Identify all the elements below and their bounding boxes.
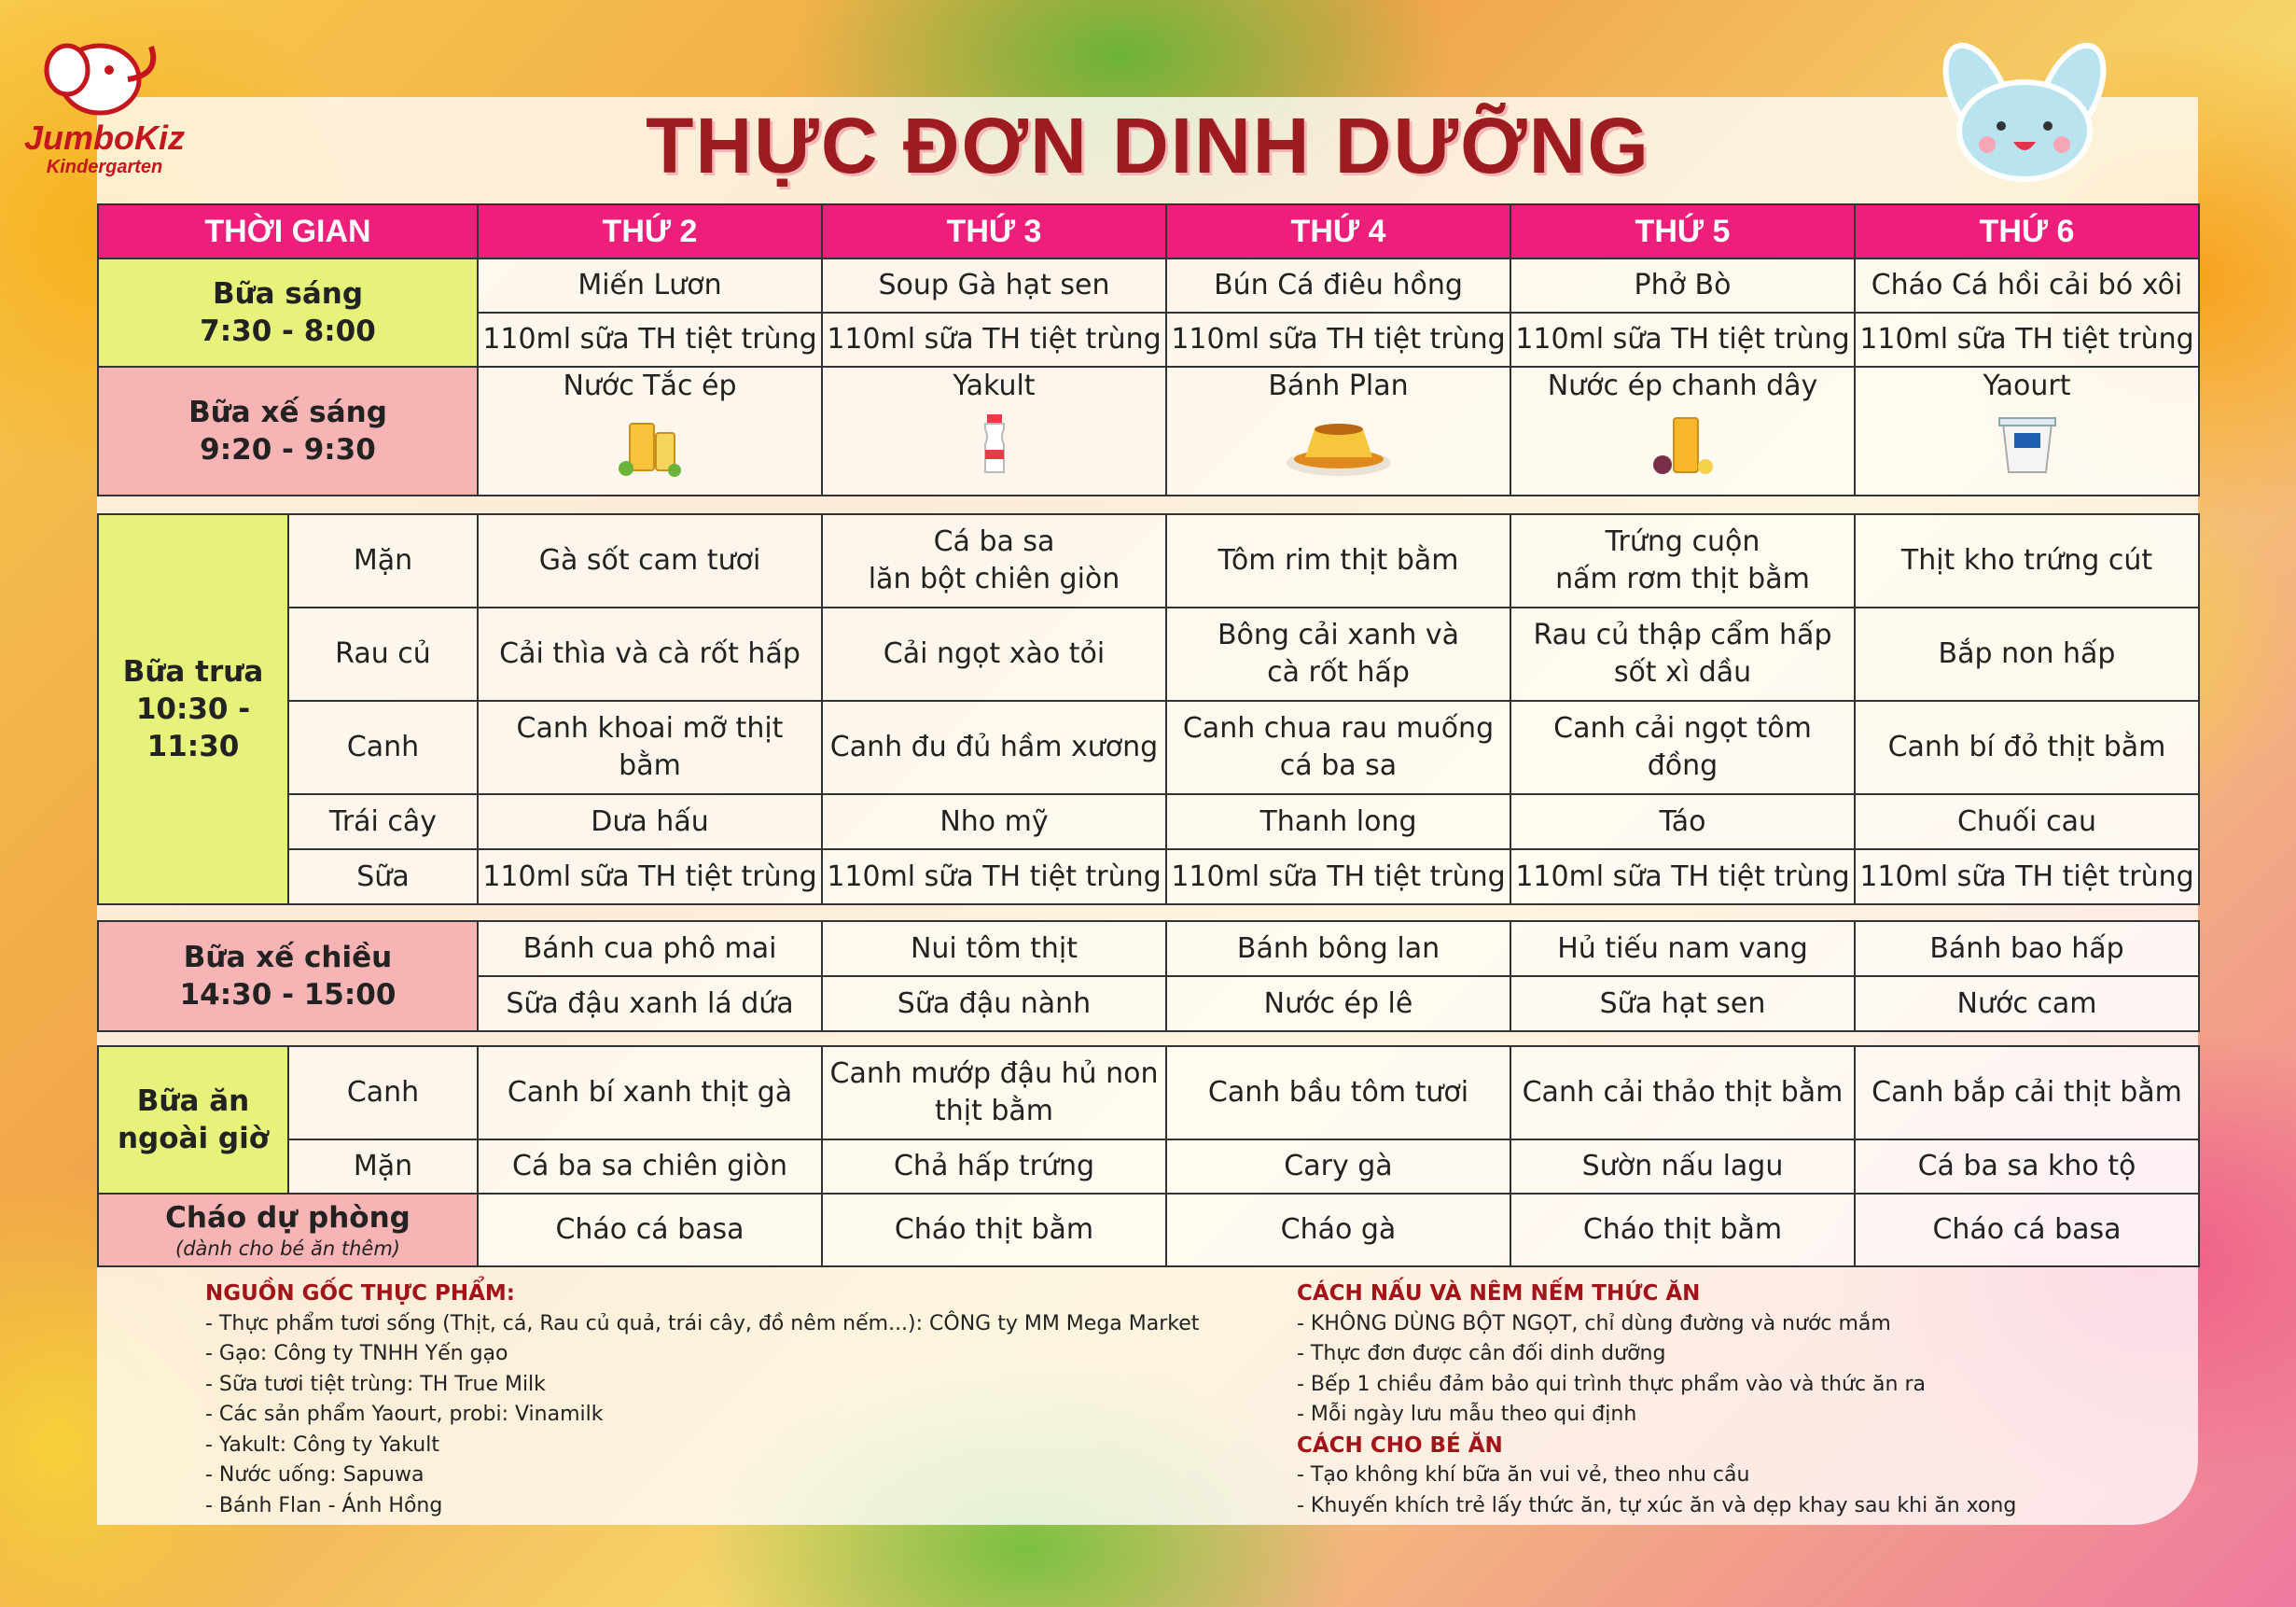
menu-cell: Sườn nấu lagu xyxy=(1510,1139,1855,1194)
morning-snack-name: Bữa xế sáng xyxy=(188,396,387,429)
notes-heading: NGUỒN GỐC THỰC PHẨM: xyxy=(205,1281,515,1306)
snack-name: Yakult xyxy=(953,370,1036,402)
notes-line: - Gạo: Công ty TNHH Yến gạo xyxy=(205,1342,508,1365)
header-day: THỨ 4 xyxy=(1166,204,1510,259)
morning-snack-time: 9:20 - 9:30 xyxy=(200,433,376,467)
menu-line: sốt xì dầu xyxy=(1613,656,1752,689)
notes-heading: CÁCH NẤU VÀ NÊM NẾM THỨC ĂN xyxy=(1297,1281,1701,1306)
menu-cell: Gà sốt cam tươi xyxy=(478,514,822,608)
lunch-label xyxy=(98,514,288,904)
afternoon-snack-label xyxy=(98,921,478,1031)
menu-cell: Cary gà xyxy=(1166,1139,1510,1194)
morning-snack-row xyxy=(98,367,2199,496)
lunch-row-sua xyxy=(98,849,2199,904)
menu-cell: Thịt kho trứng cút xyxy=(1855,514,2199,608)
menu-cell: Cải thìa và cà rốt hấp xyxy=(478,608,822,701)
menu-cell xyxy=(822,1046,1166,1139)
menu-cell: Cá ba sa kho tộ xyxy=(1855,1139,2199,1194)
menu-line: Bông cải xanh và xyxy=(1217,619,1460,651)
menu-cell: Bánh cua phô mai xyxy=(478,921,822,976)
porridge-row xyxy=(98,1194,2199,1266)
menu-cell: Sữa hạt sen xyxy=(1510,976,1855,1031)
menu-line: Cá ba sa xyxy=(933,525,1055,558)
menu-cell: 110ml sữa TH tiệt trùng xyxy=(1855,313,2199,367)
menu-cell xyxy=(1166,608,1510,701)
afternoon-row-1 xyxy=(98,921,2199,976)
row-label: Sữa xyxy=(288,849,478,904)
menu-cell: 110ml sữa TH tiệt trùng xyxy=(1510,313,1855,367)
menu-line: Canh mướp đậu hủ non xyxy=(829,1057,1159,1090)
notes-line: - Bếp 1 chiều đảm bảo qui trình thực phẩm vào và thức ăn ra xyxy=(1297,1372,1926,1396)
menu-line: Trứng cuộn xyxy=(1605,525,1760,558)
menu-cell: 110ml sữa TH tiệt trùng xyxy=(478,849,822,904)
juice-glass-icon xyxy=(613,411,688,478)
menu-cell: Miến Lươn xyxy=(478,259,822,313)
menu-cell: Sữa đậu nành xyxy=(822,976,1166,1031)
yogurt-cup-icon xyxy=(1990,411,2065,478)
menu-cell: Canh cải ngọt tôm đồng xyxy=(1510,701,1855,794)
menu-cell xyxy=(1855,367,2199,496)
menu-cell: Dưa hấu xyxy=(478,794,822,849)
food-source-notes xyxy=(205,1279,1231,1521)
notes-line: - Thực đơn được cân đối dinh dưỡng xyxy=(1297,1342,1666,1365)
menu-cell: Bắp non hấp xyxy=(1855,608,2199,701)
menu-cell: Cháo thịt bằm xyxy=(822,1194,1166,1266)
header-time: THỜI GIAN xyxy=(98,204,478,259)
notes-line: - Yakult: Công ty Yakult xyxy=(205,1432,439,1457)
afternoon-snack-name: Bữa xế chiều xyxy=(183,941,393,974)
menu-cell: Cải ngọt xào tỏi xyxy=(822,608,1166,701)
menu-cell: Thanh long xyxy=(1166,794,1510,849)
lunch-row-rau-cu xyxy=(98,608,2199,701)
menu-cell: Cá ba sa chiên giòn xyxy=(478,1139,822,1194)
row-label: Canh xyxy=(288,1046,478,1139)
menu-cell: Táo xyxy=(1510,794,1855,849)
header-row xyxy=(98,204,2199,259)
row-label: Mặn xyxy=(288,1139,478,1194)
flan-plate-icon xyxy=(1278,411,1399,478)
lunch-row-canh xyxy=(98,701,2199,794)
menu-cell: Cháo gà xyxy=(1166,1194,1510,1266)
menu-cell: Phở Bò xyxy=(1510,259,1855,313)
breakfast-label xyxy=(98,259,478,367)
menu-table-extra xyxy=(97,1045,2200,1267)
logo-brand: JumboKiz xyxy=(23,119,185,157)
menu-table-morning xyxy=(97,203,2200,496)
menu-cell xyxy=(1166,701,1510,794)
header-day: THỨ 3 xyxy=(822,204,1166,259)
menu-cell: 110ml sữa TH tiệt trùng xyxy=(822,313,1166,367)
snack-name: Bánh Plan xyxy=(1268,370,1409,402)
menu-cell: Bánh bao hấp xyxy=(1855,921,2199,976)
notes-line: - Sữa tươi tiệt trùng: TH True Milk xyxy=(205,1372,546,1396)
menu-cell: Canh bầu tôm tươi xyxy=(1166,1046,1510,1139)
menu-line: Rau củ thập cẩm hấp xyxy=(1533,619,1832,651)
menu-cell: 110ml sữa TH tiệt trùng xyxy=(1166,313,1510,367)
menu-cell: Cháo thịt bằm xyxy=(1510,1194,1855,1266)
yakult-bottle-icon xyxy=(957,411,1032,478)
lunch-name: Bữa trưa xyxy=(122,655,264,689)
row-label: Trái cây xyxy=(288,794,478,849)
menu-cell: Nước cam xyxy=(1855,976,2199,1031)
menu-line: lăn bột chiên giòn xyxy=(868,563,1120,595)
lunch-time: 10:30 - 11:30 xyxy=(135,692,251,763)
menu-cell xyxy=(1510,608,1855,701)
notes-line: - Bánh Flan - Ánh Hồng xyxy=(205,1493,443,1517)
menu-cell: Chuối cau xyxy=(1855,794,2199,849)
afternoon-snack-time: 14:30 - 15:00 xyxy=(179,978,397,1012)
menu-cell: Bánh bông lan xyxy=(1166,921,1510,976)
menu-cell: 110ml sữa TH tiệt trùng xyxy=(1166,849,1510,904)
notes-line: - KHÔNG DÙNG BỘT NGỌT, chỉ dùng đường và nước mắm xyxy=(1297,1311,1891,1335)
menu-cell: Canh bí đỏ thịt bằm xyxy=(1855,701,2199,794)
menu-cell: Canh khoai mỡ thịt bằm xyxy=(478,701,822,794)
menu-line: thịt bằm xyxy=(934,1095,1054,1127)
menu-table-afternoon xyxy=(97,920,2200,1032)
notes-line: - Khuyến khích trẻ lấy thức ăn, tự xúc ăn và dẹp khay sau khi ăn xong xyxy=(1297,1493,2017,1517)
snack-name: Yaourt xyxy=(1983,370,2071,402)
morning-snack-label xyxy=(98,367,478,496)
menu-cell: Chả hấp trứng xyxy=(822,1139,1166,1194)
menu-cell xyxy=(1510,514,1855,608)
porridge-note: (dành cho bé ăn thêm) xyxy=(175,1237,400,1260)
menu-cell: 110ml sữa TH tiệt trùng xyxy=(478,313,822,367)
extra-label xyxy=(98,1046,288,1194)
menu-cell: Canh đu đủ hầm xương xyxy=(822,701,1166,794)
porridge-name: Cháo dự phòng xyxy=(165,1201,410,1235)
header-day: THỨ 6 xyxy=(1855,204,2199,259)
notes-line: - Thực phẩm tươi sống (Thịt, cá, Rau củ quả, trái cây, đồ nêm nếm...): CÔNG ty MM Mega Market xyxy=(205,1311,1200,1335)
cooking-notes xyxy=(1297,1279,2136,1521)
breakfast-time: 7:30 - 8:00 xyxy=(200,314,376,348)
menu-cell: Nui tôm thịt xyxy=(822,921,1166,976)
extra-row-canh xyxy=(98,1046,2199,1139)
passion-fruit-juice-icon xyxy=(1646,411,1720,478)
notes-line: - Nước uống: Sapuwa xyxy=(205,1463,424,1487)
row-label: Canh xyxy=(288,701,478,794)
menu-cell xyxy=(1166,367,1510,496)
menu-line: cá ba sa xyxy=(1279,749,1398,782)
notes-heading: CÁCH CHO BÉ ĂN xyxy=(1297,1432,1503,1458)
menu-cell: Bún Cá điêu hồng xyxy=(1166,259,1510,313)
menu-cell: Canh bắp cải thịt bằm xyxy=(1855,1046,2199,1139)
menu-cell: Canh bí xanh thịt gà xyxy=(478,1046,822,1139)
page-title: THỰC ĐƠN DINH DƯỠNG xyxy=(646,102,1650,189)
row-label: Rau củ xyxy=(288,608,478,701)
menu-cell: Nho mỹ xyxy=(822,794,1166,849)
header-day: THỨ 5 xyxy=(1510,204,1855,259)
row-label: Mặn xyxy=(288,514,478,608)
menu-cell: Hủ tiếu nam vang xyxy=(1510,921,1855,976)
menu-cell: Tôm rim thịt bằm xyxy=(1166,514,1510,608)
menu-cell: Sữa đậu xanh lá dứa xyxy=(478,976,822,1031)
menu-table-lunch xyxy=(97,513,2200,905)
menu-cell: Canh cải thảo thịt bằm xyxy=(1510,1046,1855,1139)
menu-cell: Nước ép lê xyxy=(1166,976,1510,1031)
snack-name: Nước ép chanh dây xyxy=(1547,370,1818,402)
logo-sub: Kindergarten xyxy=(46,157,163,177)
menu-cell xyxy=(822,367,1166,496)
breakfast-name: Bữa sáng xyxy=(212,277,364,311)
notes-line: - Tạo không khí bữa ăn vui vẻ, theo nhu cầu xyxy=(1297,1463,1750,1487)
lunch-row-man xyxy=(98,514,2199,608)
lunch-row-trai-cay xyxy=(98,794,2199,849)
menu-cell: 110ml sữa TH tiệt trùng xyxy=(1855,849,2199,904)
menu-line: Canh chua rau muống xyxy=(1182,712,1495,745)
menu-cell: Soup Gà hạt sen xyxy=(822,259,1166,313)
menu-cell: Cháo cá basa xyxy=(1855,1194,2199,1266)
header-day: THỨ 2 xyxy=(478,204,822,259)
extra-row-man xyxy=(98,1139,2199,1194)
menu-line: cà rốt hấp xyxy=(1267,656,1410,689)
extra-name-2: ngoài giờ xyxy=(117,1122,269,1155)
menu-cell: 110ml sữa TH tiệt trùng xyxy=(1510,849,1855,904)
extra-name-1: Bữa ăn xyxy=(136,1084,250,1118)
menu-cell xyxy=(478,367,822,496)
menu-cell: 110ml sữa TH tiệt trùng xyxy=(822,849,1166,904)
menu-line: nấm rơm thịt bằm xyxy=(1555,563,1810,595)
menu-cell xyxy=(1510,367,1855,496)
menu-cell: Cháo Cá hồi cải bó xôi xyxy=(1855,259,2199,313)
menu-cell: Cháo cá basa xyxy=(478,1194,822,1266)
breakfast-row xyxy=(98,259,2199,313)
menu-cell xyxy=(822,514,1166,608)
porridge-label xyxy=(98,1194,478,1266)
snack-name: Nước Tắc ép xyxy=(563,370,737,402)
notes-line: - Các sản phẩm Yaourt, probi: Vinamilk xyxy=(205,1403,604,1426)
notes-line: - Mỗi ngày lưu mẫu theo qui định xyxy=(1297,1403,1637,1426)
